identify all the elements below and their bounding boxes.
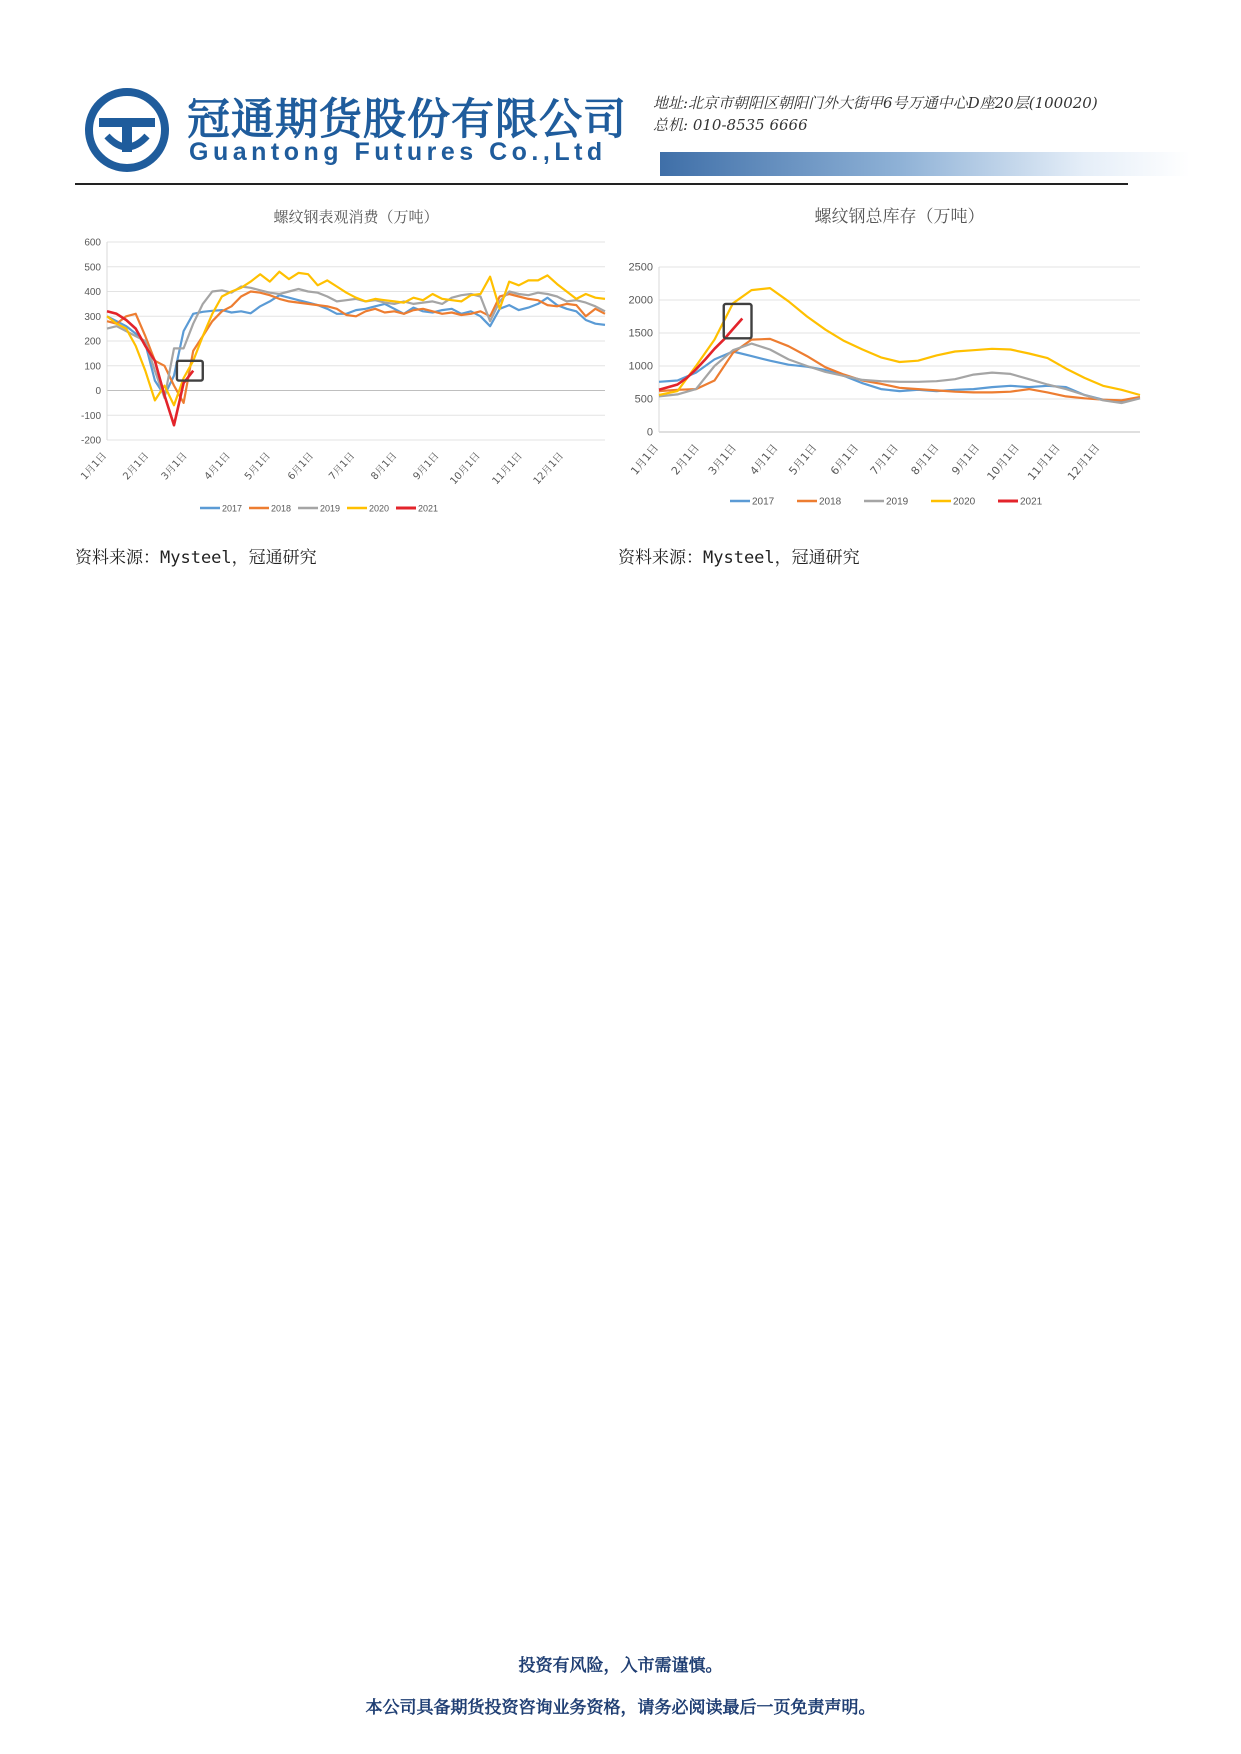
x-tick-label: 11月1日 [490, 450, 525, 488]
y-tick-label: 2500 [628, 261, 653, 274]
x-tick-label: 5月1日 [786, 441, 820, 478]
legend-label: 2021 [1020, 496, 1043, 508]
risk-warning: 投资有风险，入市需谨慎。 [518, 1656, 723, 1676]
y-tick-label: 0 [646, 426, 653, 439]
x-tick-label: 5月1日 [242, 450, 273, 483]
y-tick-label: 2000 [628, 294, 653, 307]
y-tick-label: 100 [84, 361, 101, 373]
phone-text: 总机: 010-8535 6666 [653, 116, 808, 134]
x-tick-label: 10月1日 [984, 441, 1023, 483]
x-tick-label: 8月1日 [908, 441, 942, 478]
header-divider [75, 183, 1128, 185]
x-tick-label: 9月1日 [949, 441, 983, 478]
x-tick-label: 4月1日 [747, 441, 781, 478]
chart-apparent-consumption [75, 200, 615, 525]
x-tick-label: 9月1日 [411, 450, 442, 483]
x-tick-label: 6月1日 [827, 441, 862, 478]
chart-title: 螺纹钢总库存（万吨） [814, 207, 985, 227]
x-tick-label: 3月1日 [159, 450, 190, 483]
legend-label: 2020 [369, 503, 390, 514]
company-name-en: Guantong Futures Co.,Ltd [189, 138, 607, 166]
disclaimer-note: 本公司具备期货投资咨询业务资格，请务必阅读最后一页免责声明。 [365, 1698, 876, 1718]
legend-label: 2017 [752, 496, 775, 508]
x-tick-label: 2月1日 [668, 441, 702, 478]
y-tick-label: 200 [84, 336, 101, 348]
x-tick-label: 10月1日 [448, 450, 483, 488]
y-tick-label: 500 [634, 393, 653, 406]
y-tick-label: 1000 [628, 360, 653, 373]
x-tick-label: 7月1日 [867, 441, 901, 478]
y-tick-label: -100 [80, 410, 101, 422]
x-tick-label: 12月1日 [1064, 441, 1103, 483]
x-tick-label: 8月1日 [369, 450, 400, 483]
company-logo-icon [85, 88, 169, 172]
x-tick-label: 1月1日 [79, 450, 110, 483]
x-tick-label: 3月1日 [705, 441, 739, 478]
x-tick-label: 6月1日 [286, 450, 317, 483]
y-tick-label: 500 [84, 262, 101, 274]
legend-label: 2018 [271, 503, 292, 514]
legend-label: 2018 [819, 496, 842, 508]
y-tick-label: 1500 [628, 327, 653, 340]
y-tick-label: 600 [84, 237, 101, 249]
x-tick-label: 2月1日 [121, 450, 152, 483]
series-line-2019 [659, 344, 1140, 403]
chart-svg [615, 200, 1160, 525]
x-tick-label: 11月1日 [1025, 441, 1063, 483]
x-tick-label: 7月1日 [327, 450, 358, 483]
x-tick-label: 12月1日 [531, 450, 567, 488]
x-tick-label: 1月1日 [628, 441, 662, 478]
legend-label: 2019 [320, 503, 341, 514]
y-tick-label: 0 [95, 386, 101, 397]
chart-total-inventory [615, 200, 1160, 525]
chart-title: 螺纹钢表观消费（万吨） [273, 208, 439, 226]
series-line-2017 [659, 352, 1140, 402]
legend-label: 2019 [886, 496, 909, 508]
header-gradient-bar [660, 152, 1190, 176]
source-note-right: 资料来源：Mysteel，冠通研究 [618, 548, 860, 568]
legend-label: 2017 [222, 503, 243, 514]
company-name-cn: 冠通期货股份有限公司 [187, 95, 627, 145]
y-tick-label: 300 [84, 311, 101, 323]
contact-info [653, 92, 1098, 136]
legend-label: 2021 [418, 503, 439, 514]
y-tick-label: 400 [84, 287, 101, 298]
y-tick-label: -200 [80, 435, 101, 447]
x-tick-label: 4月1日 [202, 450, 233, 483]
address-text: 地址:北京市朝阳区朝阳门外大街甲6号万通中心D座20层(100020) [653, 94, 1098, 112]
chart-svg [75, 200, 615, 525]
legend-label: 2020 [953, 496, 976, 508]
source-note-left: 资料来源：Mysteel，冠通研究 [75, 548, 317, 568]
